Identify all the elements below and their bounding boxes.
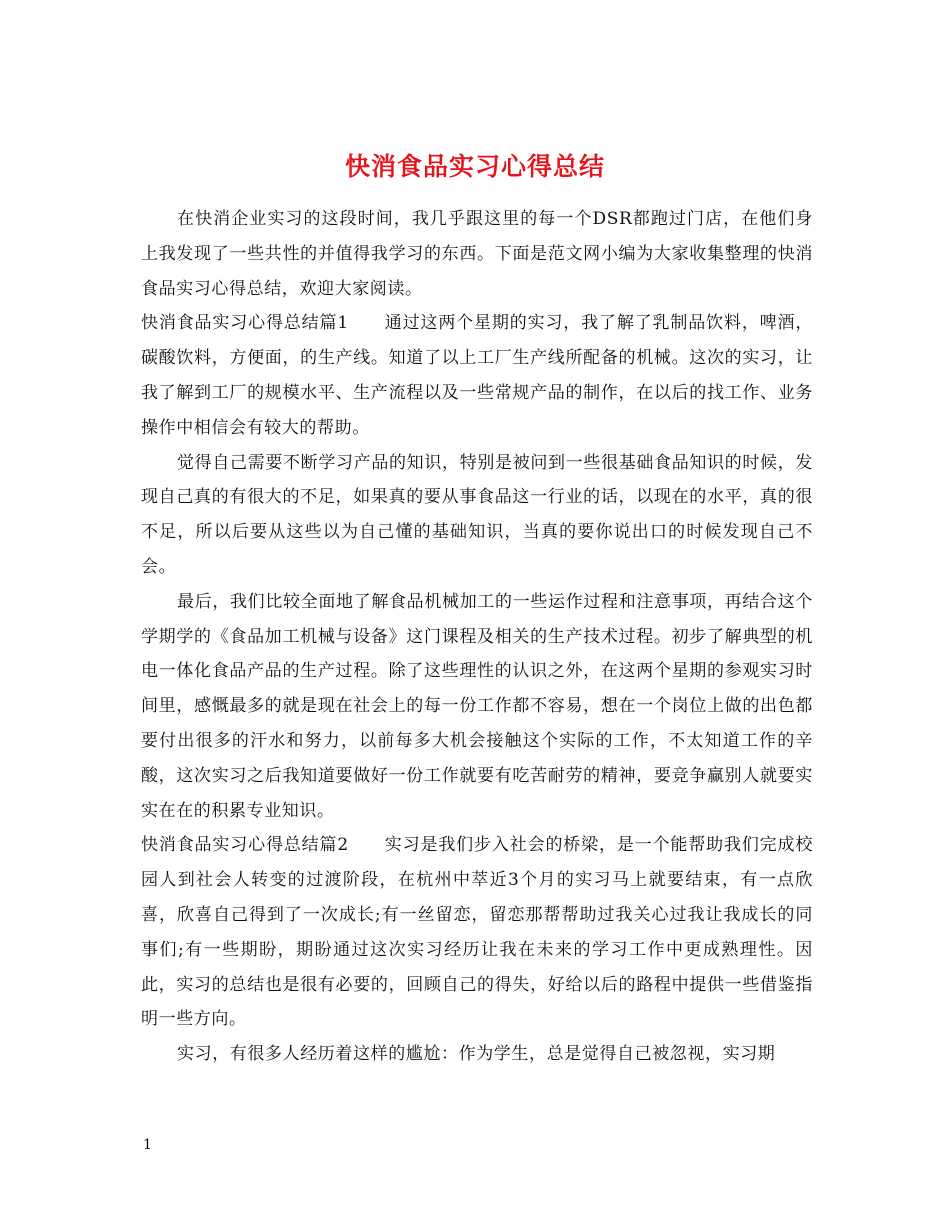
paragraph-learning: 觉得自己需要不断学习产品的知识，特别是被问到一些很基础食品知识的时候，发现自己真的有很大的不足，如果真的要从事食品这一行业的话，以现在的水平，真的很不足，所以后要从这些以为自己懂的基础知识，当真的要你说出口的时候发现自己不会。: [141, 452, 813, 577]
paragraph-section-1: 快消食品实习心得总结篇1 通过这两个星期的实习，我了解了乳制品饮料，啤酒，碳酸饮料，方便面，的生产线。知道了以上工厂生产线所配备的机械。这次的实习，让我了解到工厂的规模水平、生产流程以及一些常规产品的制作，在以后的找工作、业务操作中相信会有较大的帮助。: [141, 313, 813, 438]
paragraph-conclusion: 最后，我们比较全面地了解食品机械加工的一些运作过程和注意事项，再结合这个学期学的《食品加工机械与设备》这门课程及相关的生产技术过程。初步了解典型的机电一体化食品产品的生产过程。除了这些理性的认识之外，在这两个星期的参观实习时间里，感慨最多的就是现在社会上的每一份工作都不容易，想在一个岗位上做的出色都要付出很多的汗水和努力，以前每多大机会接触这个实际的工作，不太知道工作的辛酸，这次实习之后我知道要做好一份工作就要有吃苦耐劳的精神，要竞争赢别人就要实实在在的积累专业知识。: [141, 591, 813, 821]
paragraph-intro: 在快消企业实习的这段时间，我几乎跟这里的每一个DSR都跑过门店，在他们身上我发现了一些共性的并值得我学习的东西。下面是范文网小编为大家收集整理的快消食品实习心得总结，欢迎大家阅读。: [141, 209, 813, 299]
paragraph-section-2: 快消食品实习心得总结篇2 实习是我们步入社会的桥梁，是一个能帮助我们完成校园人到社会人转变的过渡阶段，在杭州中萃近3个月的实习马上就要结束，有一点欣喜，欣喜自己得到了一次成长;有一丝留恋，留恋那帮帮助过我关心过我让我成长的同事们;有一些期盼，期盼通过这次实习经历让我在未来的学习工作中更成熟理性。因此，实习的总结也是很有必要的，回顾自己的得失，好给以后的路程中提供一些借鉴指明一些方向。: [141, 835, 813, 1030]
document-title: 快消食品实习心得总结: [344, 151, 605, 181]
paragraph-internship: 实习，有很多人经历着这样的尴尬：作为学生，总是觉得自己被忽视，实习期: [177, 1044, 776, 1065]
page-number: 1: [143, 1137, 152, 1153]
document-body: [141, 202, 813, 1072]
